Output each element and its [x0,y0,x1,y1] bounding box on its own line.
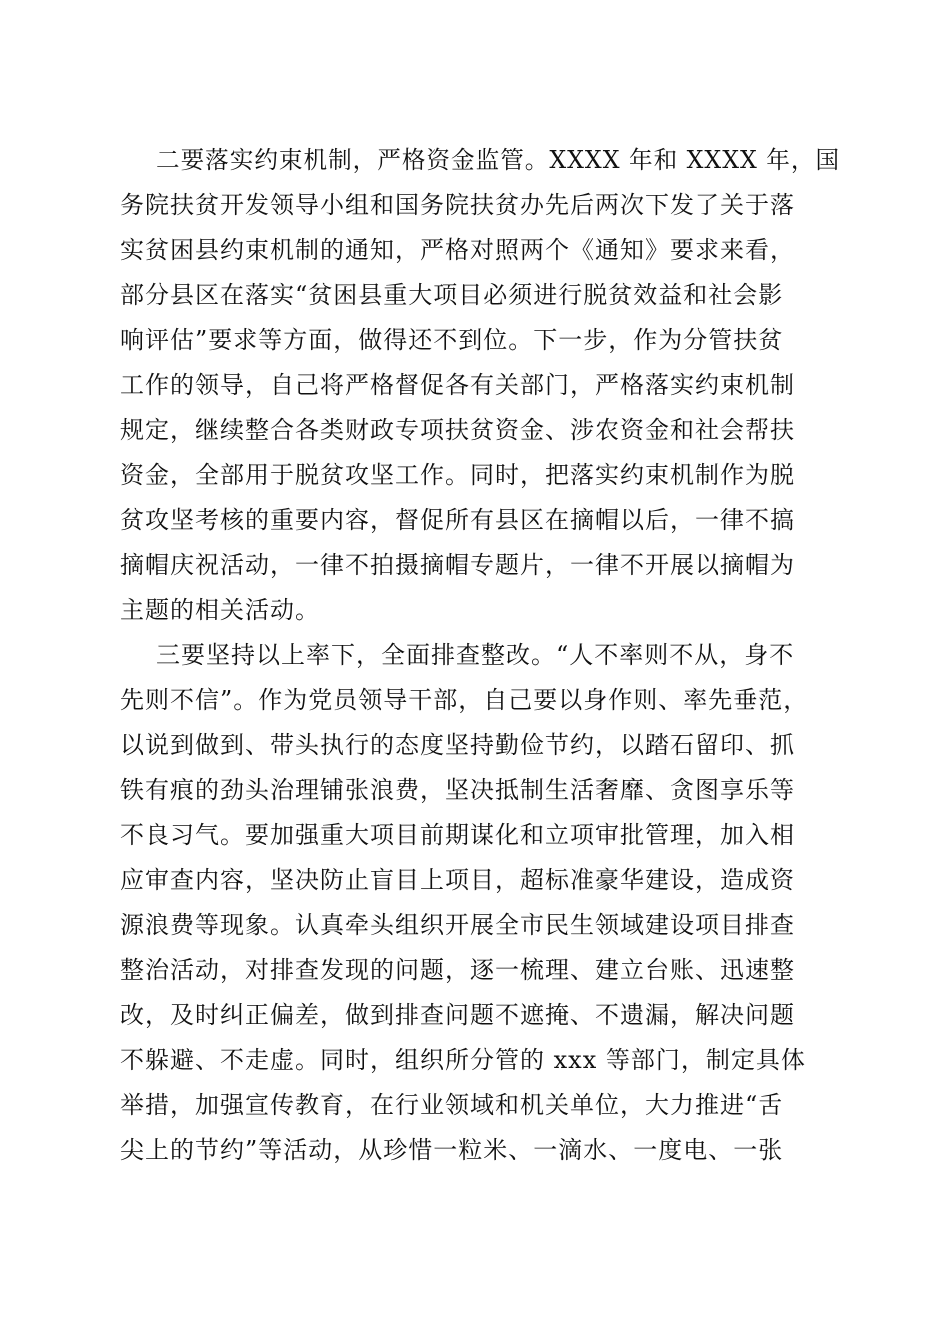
paragraph-3-line-8: 整治活动，对排查发现的问题，逐一梳理、建立台账、迅速整 [120,956,795,984]
paragraph-3-line-12: 尖上的节约”等活动，从珍惜一粒米、一滴水、一度电、一张 [120,1136,784,1164]
paragraph-2-line-6: 工作的领导，自己将严格督促各有关部门，严格落实约束机制 [120,371,795,399]
paragraph-2-line-8: 资金，全部用于脱贫攻坚工作。同时，把落实约束机制作为脱 [120,461,795,489]
paragraph-2-line-3: 实贫困县约束机制的通知，严格对照两个《通知》要求来看， [120,236,795,264]
paragraph-3-line-2: 先则不信”。作为党员领导干部，自己要以身作则、率先垂范， [120,686,809,714]
paragraph-3-line-9: 改，及时纠正偏差，做到排查问题不遮掩、不遗漏，解决问题 [120,1001,795,1029]
paragraph-2-line-7: 规定，继续整合各类财政专项扶贫资金、涉农资金和社会帮扶 [120,416,795,444]
paragraph-2-line-4: 部分县区在落实“贫困县重大项目必须进行脱贫效益和社会影 [120,281,784,309]
paragraph-3-line-5: 不良习气。要加强重大项目前期谋化和立项审批管理，加入相 [120,821,795,849]
paragraph-2-line-9: 贫攻坚考核的重要内容，督促所有县区在摘帽以后，一律不搞 [120,506,795,534]
paragraph-2-line-11: 主题的相关活动。 [120,596,320,624]
paragraph-3-line-10: 不躲避、不走虚。同时，组织所分管的 xxx 等部门，制定具体 [120,1046,806,1074]
paragraph-2-line-5: 响评估”要求等方面，做得还不到位。下一步，作为分管扶贫 [120,326,784,354]
paragraph-3-line-11: 举措，加强宣传教育，在行业领域和机关单位，大力推进“舌 [120,1091,784,1119]
paragraph-3-line-6: 应审查内容，坚决防止盲目上项目，超标准豪华建设，造成资 [120,866,795,894]
paragraph-3-line-7: 源浪费等现象。认真牵头组织开展全市民生领域建设项目排查 [120,911,795,939]
paragraph-3-line-4: 铁有痕的劲头治理铺张浪费，坚决抵制生活奢靡、贪图享乐等 [120,776,795,804]
paragraph-2-line-10: 摘帽庆祝活动，一律不拍摄摘帽专题片，一律不开展以摘帽为 [120,551,795,579]
paragraph-2-line-2: 务院扶贫开发领导小组和国务院扶贫办先后两次下发了关于落 [120,191,795,219]
paragraph-3-line-3: 以说到做到、带头执行的态度坚持勤俭节约，以踏石留印、抓 [120,731,795,759]
paragraph-2-line-1: 二要落实约束机制，严格资金监管。XXXX 年和 XXXX 年，国 [156,146,841,174]
paragraph-3-line-1: 三要坚持以上率下，全面排查整改。“人不率则不从，身不 [156,641,795,669]
